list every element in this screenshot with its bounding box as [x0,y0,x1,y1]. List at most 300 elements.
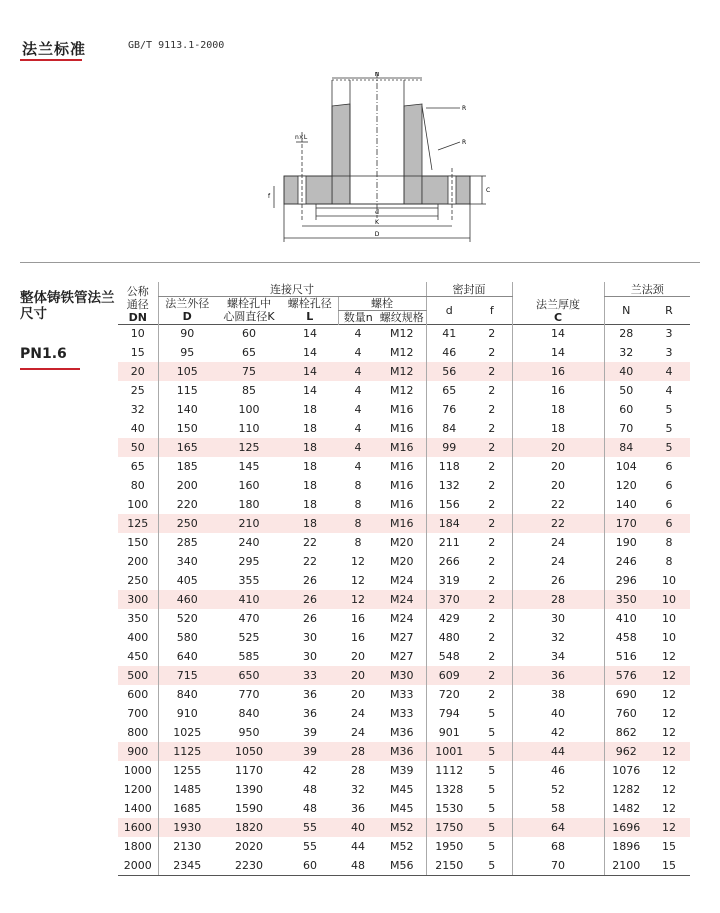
cell-seal-f: 2 [488,612,496,625]
cell-thickness-c: 40 [512,704,604,723]
cell-thread: M45 [390,802,414,815]
cell-hole-l: 48 [303,802,317,815]
dim-label-n: N [374,72,380,78]
cell-thread: M24 [378,590,426,609]
cell-hole-l: 42 [303,764,317,777]
cell-hole-l: 18 [282,438,338,457]
cell-neck-r: 12 [662,764,676,777]
cell-bolt-qty: 44 [351,840,365,853]
header-qty: 数量n [338,310,378,324]
table-row [118,419,690,438]
dim-label-r2: R [462,139,467,146]
cell-seal-d: 211 [426,533,472,552]
cell-pcd-k: 100 [238,403,260,416]
cell-dn: 50 [118,438,158,457]
flange-drawing [250,72,520,252]
cell-bolt-qty: 12 [351,574,365,587]
cell-seal-d: 1328 [426,780,472,799]
cell-neck-n: 350 [604,590,648,609]
cell-seal-d: 370 [426,590,472,609]
cell-seal-f: 5 [472,742,512,761]
cell-bolt-qty: 4 [354,460,362,473]
cell-outer-d: 220 [158,495,216,514]
cell-neck-r: 5 [648,438,690,457]
cell-pcd-k: 295 [238,555,260,568]
table-row [118,495,690,514]
cell-dn: 200 [127,555,149,568]
header-pcd-line2: 心圆直径K [223,310,275,323]
header-f: f [489,303,494,317]
cell-hole-l: 30 [303,631,317,644]
cell-hole-l: 39 [303,726,317,739]
pressure-underline [20,368,80,370]
cell-pcd-k: 410 [216,590,282,609]
table-row [118,647,690,666]
cell-outer-d: 840 [158,685,216,704]
cell-neck-n: 28 [604,324,648,343]
cell-seal-d: 429 [426,609,472,628]
header-outer-diameter [158,296,216,324]
header-outer-line2: D [182,310,192,323]
cell-neck-r: 6 [665,479,673,492]
cell-thread: M12 [390,384,414,397]
cell-neck-r: 5 [665,403,673,416]
dim-label-d: d [375,209,379,216]
cell-hole-l: 36 [303,688,317,701]
cell-pcd-k: 650 [216,666,282,685]
cell-neck-r: 12 [662,707,676,720]
cell-bolt-qty: 28 [351,764,365,777]
cell-thread: M16 [378,514,426,533]
table-row [118,343,690,362]
cell-dn: 65 [130,460,145,473]
cell-neck-n: 576 [604,666,648,685]
cell-dn: 150 [127,536,149,549]
cell-outer-d: 285 [158,533,216,552]
cell-thickness-c: 34 [512,647,604,666]
cell-pcd-k: 180 [238,498,260,511]
cell-seal-f: 2 [472,438,512,457]
cell-thread: M45 [390,783,414,796]
cell-pcd-k: 1590 [235,802,263,815]
cell-neck-n: 516 [604,647,648,666]
table-row [118,324,690,343]
cell-thread: M36 [378,742,426,761]
cell-hole-l: 14 [282,324,338,343]
cell-neck-r: 10 [662,574,676,587]
cell-bolt-qty: 12 [338,590,378,609]
cell-outer-d: 250 [158,514,216,533]
cell-seal-f: 2 [488,460,496,473]
cell-thickness-c: 18 [512,419,604,438]
cell-pcd-k: 60 [216,324,282,343]
cell-neck-r: 8 [665,536,673,549]
cell-dn: 900 [118,742,158,761]
cell-pcd-k: 145 [238,460,260,473]
cell-bolt-qty: 4 [338,362,378,381]
cell-neck-n: 140 [604,495,648,514]
cell-thread: M16 [390,403,414,416]
page-title: 法兰标准 [22,40,87,58]
cell-hole-l: 18 [303,498,317,511]
cell-seal-f: 5 [472,818,512,837]
cell-outer-d: 1125 [158,742,216,761]
cell-outer-d: 140 [158,400,216,419]
cell-neck-n: 104 [604,457,648,476]
cell-thickness-c: 44 [512,742,604,761]
cell-seal-f: 2 [488,498,496,511]
cell-dn: 500 [118,666,158,685]
header-seal: 密封面 [426,282,512,296]
cell-neck-n: 1896 [604,837,648,856]
cell-seal-d: 84 [426,419,472,438]
cell-seal-d: 480 [426,628,472,647]
header-dn-line2: 通径 [126,297,149,311]
cell-thread: M27 [390,631,414,644]
cell-hole-l: 36 [303,707,317,720]
cell-hole-l: 14 [303,384,317,397]
cell-pcd-k: 525 [238,631,260,644]
cell-neck-r: 6 [648,514,690,533]
cell-hole-l: 18 [303,422,317,435]
cell-thickness-c: 68 [512,837,604,856]
cell-seal-d: 609 [426,666,472,685]
table-row [118,552,690,571]
table-row [118,609,690,628]
cell-bolt-qty: 4 [354,403,362,416]
cell-pcd-k: 160 [238,479,260,492]
header-thickness [512,282,604,324]
cell-thread: M20 [390,555,414,568]
cell-bolt-qty: 20 [338,666,378,685]
header-r: R [665,303,673,317]
cell-bolt-qty: 4 [354,384,362,397]
cell-hole-l: 26 [303,574,317,587]
cell-seal-d: 266 [426,552,472,571]
cell-dn: 1600 [118,818,158,837]
cell-bolt-qty: 8 [354,498,362,511]
cell-seal-f: 2 [488,650,496,663]
header-hole [282,296,338,324]
cell-outer-d: 150 [158,419,216,438]
cell-neck-n: 458 [604,628,648,647]
cell-hole-l: 14 [303,346,317,359]
cell-neck-n: 1282 [604,780,648,799]
cell-bolt-qty: 12 [351,555,365,568]
cell-thickness-c: 28 [512,590,604,609]
table-row [118,628,690,647]
cell-hole-l: 39 [282,742,338,761]
cell-seal-f: 2 [488,536,496,549]
cell-neck-n: 2100 [604,856,648,875]
cell-bolt-qty: 8 [338,514,378,533]
cell-neck-n: 190 [604,533,648,552]
cell-dn: 1000 [123,764,152,777]
cell-pcd-k: 75 [216,362,282,381]
cell-seal-f: 5 [488,802,496,815]
cell-outer-d: 340 [158,552,216,571]
cell-outer-d: 520 [158,609,216,628]
cell-pcd-k: 210 [216,514,282,533]
cell-hole-l: 60 [282,856,338,875]
cell-seal-d: 1112 [426,761,472,780]
header-connection: 连接尺寸 [158,282,426,296]
section-divider [20,262,700,263]
cell-thread: M27 [390,650,414,663]
cell-dn: 1200 [123,783,152,796]
cell-thread: M16 [390,479,414,492]
cell-bolt-qty: 36 [351,802,365,815]
cell-pcd-k: 950 [238,726,260,739]
cell-seal-f: 2 [488,688,496,701]
cell-neck-n: 760 [604,704,648,723]
header-pcd-line1: 螺栓孔中 [227,297,271,310]
header-pcd [216,296,282,324]
cell-thickness-c: 22 [512,514,604,533]
header-dn [118,282,158,324]
cell-dn: 80 [130,479,145,492]
header-dn-line1: 公称 [126,284,149,298]
table-row [118,533,690,552]
cell-seal-f: 2 [488,479,496,492]
cell-bolt-qty: 4 [354,346,362,359]
cell-hole-l: 14 [282,362,338,381]
cell-dn: 125 [118,514,158,533]
cell-outer-d: 90 [158,324,216,343]
cell-bolt-qty: 4 [338,324,378,343]
cell-dn: 400 [127,631,149,644]
cell-outer-d: 1255 [158,761,216,780]
table-row [118,666,690,685]
table-row [118,571,690,590]
cell-thread: M39 [390,764,414,777]
cell-thickness-c: 46 [512,761,604,780]
cell-thickness-c: 58 [512,799,604,818]
cell-thickness-c: 16 [512,381,604,400]
cell-seal-d: 794 [426,704,472,723]
cell-seal-f: 5 [472,856,512,875]
cell-seal-f: 2 [488,555,496,568]
cell-pcd-k: 2020 [235,840,263,853]
cell-dn: 600 [127,688,149,701]
cell-seal-d: 41 [426,324,472,343]
cell-thickness-c: 42 [512,723,604,742]
dim-label-r1: R [462,105,467,112]
header-dn-line3: DN [128,310,147,324]
cell-seal-f: 2 [488,422,496,435]
cell-pcd-k: 1820 [216,818,282,837]
cell-seal-f: 2 [488,403,496,416]
cell-outer-d: 580 [158,628,216,647]
table-row [118,761,690,780]
cell-thread: M33 [390,688,414,701]
cell-thread: M12 [390,346,414,359]
cell-pcd-k: 1050 [216,742,282,761]
cell-neck-r: 12 [662,726,676,739]
cell-thickness-c: 16 [512,362,604,381]
cell-neck-r: 3 [665,346,673,359]
table-row [118,856,690,875]
cell-neck-r: 12 [648,666,690,685]
cell-hole-l: 18 [303,460,317,473]
cell-thickness-c: 26 [512,571,604,590]
cell-neck-r: 12 [648,818,690,837]
cell-neck-n: 84 [604,438,648,457]
cell-seal-f: 2 [472,362,512,381]
cell-neck-r: 15 [648,856,690,875]
cell-dn: 10 [118,324,158,343]
cell-seal-f: 2 [472,666,512,685]
cell-bolt-qty: 16 [351,612,365,625]
table-row [118,818,690,837]
cell-seal-f: 2 [472,514,512,533]
cell-dn: 300 [118,590,158,609]
cell-neck-r: 8 [665,555,673,568]
cell-neck-n: 120 [604,476,648,495]
cell-bolt-qty: 48 [338,856,378,875]
cell-dn: 100 [127,498,149,511]
cell-hole-l: 30 [303,650,317,663]
cell-neck-r: 12 [648,742,690,761]
dim-label-dd: D [374,231,380,238]
cell-seal-f: 2 [472,590,512,609]
cell-bolt-qty: 4 [354,422,362,435]
cell-thread: M20 [390,536,414,549]
cell-thickness-c: 30 [512,609,604,628]
cell-neck-n: 1076 [604,761,648,780]
cell-dn: 2000 [118,856,158,875]
cell-seal-d: 132 [426,476,472,495]
cell-thread: M12 [378,362,426,381]
header-thickness-line1: 法兰厚度 [536,297,580,311]
cell-thickness-c: 20 [512,438,604,457]
cell-hole-l: 18 [303,403,317,416]
cell-thickness-c: 70 [512,856,604,875]
cell-hole-l: 33 [282,666,338,685]
cell-outer-d: 405 [158,571,216,590]
cell-seal-f: 5 [488,783,496,796]
pressure-rating: PN1.6 [20,346,67,362]
cell-neck-n: 296 [604,571,648,590]
cell-seal-f: 5 [488,726,496,739]
cell-dn: 40 [130,422,145,435]
cell-pcd-k: 65 [242,346,256,359]
cell-hole-l: 18 [282,514,338,533]
cell-seal-f: 2 [488,346,496,359]
cell-seal-d: 184 [426,514,472,533]
cell-pcd-k: 2230 [216,856,282,875]
header-thread: 螺纹规格 [379,310,424,324]
cell-neck-n: 1482 [604,799,648,818]
table-row [118,723,690,742]
cell-dn: 1800 [123,840,152,853]
title-underline [20,59,82,61]
header-hole-line2: L [306,310,314,323]
cell-thickness-c: 14 [512,343,604,362]
cell-thread: M30 [378,666,426,685]
cell-seal-d: 156 [426,495,472,514]
cell-thickness-c: 14 [512,324,604,343]
cell-dn: 800 [127,726,149,739]
cell-seal-f: 2 [488,384,496,397]
cell-outer-d: 2130 [158,837,216,856]
cell-hole-l: 22 [303,536,317,549]
cell-thread: M36 [390,726,414,739]
dim-label-nxl: n×L [295,134,308,141]
cell-neck-n: 246 [604,552,648,571]
cell-thickness-c: 64 [512,818,604,837]
table-row [118,704,690,723]
cell-pcd-k: 770 [238,688,260,701]
cell-neck-n: 50 [604,381,648,400]
cell-thread: M52 [390,840,414,853]
cell-thickness-c: 52 [512,780,604,799]
cell-outer-d: 1930 [158,818,216,837]
cell-outer-d: 1485 [158,780,216,799]
cell-hole-l: 48 [303,783,317,796]
cell-seal-d: 1530 [426,799,472,818]
cell-thread: M16 [390,422,414,435]
cell-thickness-c: 38 [512,685,604,704]
cell-thickness-c: 36 [512,666,604,685]
cell-dn: 15 [130,346,145,359]
cell-seal-f: 5 [488,840,496,853]
cell-bolt-qty: 32 [351,783,365,796]
dim-label-c: C [486,187,491,194]
cell-outer-d: 165 [158,438,216,457]
cell-neck-n: 1696 [604,818,648,837]
cell-neck-n: 40 [604,362,648,381]
header-hole-line1: 螺栓孔径 [287,297,332,310]
cell-thread: M52 [378,818,426,837]
cell-dn: 700 [127,707,149,720]
table-row [118,685,690,704]
cell-bolt-qty: 8 [354,536,362,549]
cell-thread: M24 [390,612,414,625]
cell-neck-r: 10 [662,631,676,644]
table-row [118,457,690,476]
cell-bolt-qty: 20 [351,650,365,663]
table-row [118,476,690,495]
table-row [118,438,690,457]
cell-thickness-c: 24 [512,533,604,552]
table-row [118,742,690,761]
table-body [118,324,690,875]
cell-seal-f: 2 [488,574,496,587]
flange-spec-table [118,282,690,876]
cell-neck-r: 5 [665,422,673,435]
cell-seal-f: 5 [488,764,496,777]
cell-bolt-qty: 28 [338,742,378,761]
cell-thickness-c: 22 [512,495,604,514]
header-neck: 兰法颈 [604,282,690,296]
cell-pcd-k: 85 [242,384,256,397]
cell-pcd-k: 585 [238,650,260,663]
cell-hole-l: 18 [303,479,317,492]
cell-outer-d: 910 [158,704,216,723]
cell-thread: M56 [378,856,426,875]
cell-thread: M16 [390,498,414,511]
cell-seal-d: 56 [426,362,472,381]
cell-bolt-qty: 24 [351,726,365,739]
cell-hole-l: 26 [282,590,338,609]
cell-thickness-c: 20 [512,457,604,476]
cell-neck-r: 10 [648,590,690,609]
cell-dn: 450 [127,650,149,663]
cell-thread: M16 [378,438,426,457]
cell-neck-n: 962 [604,742,648,761]
cell-outer-d: 1025 [158,723,216,742]
